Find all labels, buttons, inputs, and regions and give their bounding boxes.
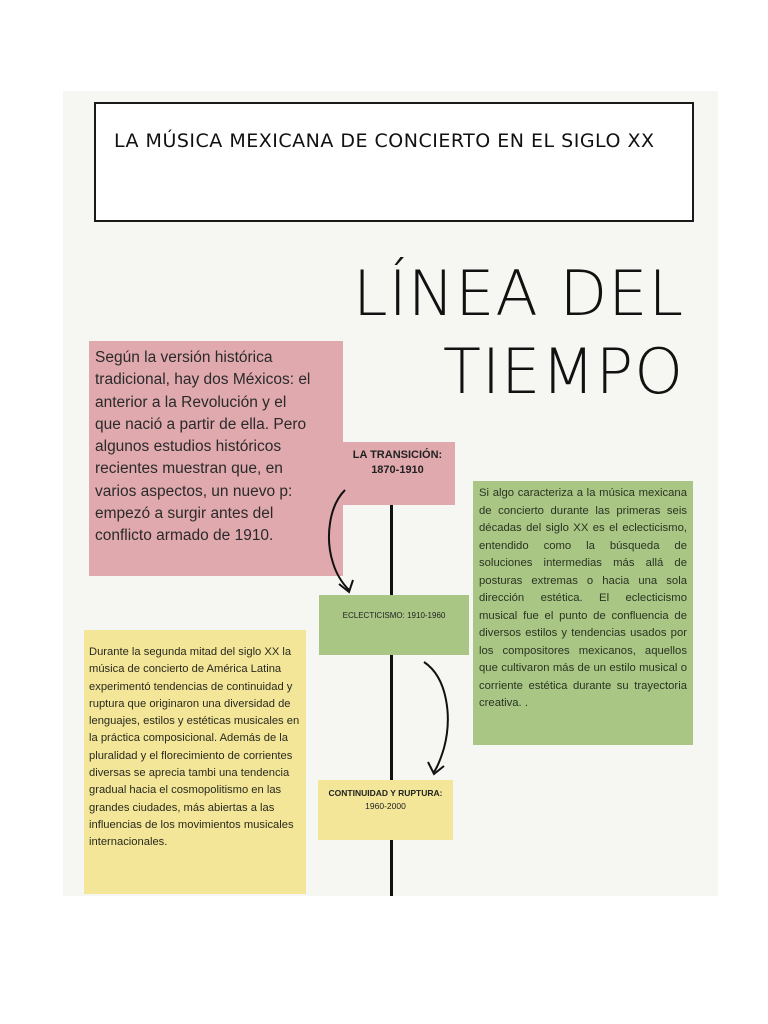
intro-text-box: [89, 341, 343, 576]
curved-arrow-icon: [325, 488, 365, 598]
event-label: ECLECTICISMO: 1910-1960: [342, 611, 446, 620]
intro-text: Según la versión histórica tradicional, hay dos Méxicos: el anterior a la Revolución y el que nació a partir de ella. Pero algunos estudios históricos recientes muestran que, en varios aspectos, un nuevo p: empezó a surgir antes del conflicto armado de 1910.: [95, 349, 311, 545]
event-label: LA TRANSICIÓN:: [352, 449, 443, 461]
timeline-heading: [353, 255, 684, 411]
title-box: [94, 102, 694, 222]
continuity-text-box: [84, 630, 306, 894]
heading-line-2: TIEMPO: [442, 335, 684, 408]
document-title: LA MÚSICA MEXICANA DE CONCIERTO EN EL SIGLO XX: [114, 130, 655, 152]
timeline-event-eclecticism: [319, 595, 469, 655]
continuity-text: Durante la segunda mitad del siglo XX la música de concierto de América Latina experimentó tendencias de continuidad y ruptura que originaron una diversidad de lenguajes, estilos y estéticas musicales en la práctica composicional. Además de la pluralidad y el florecimiento de corrientes diversas se aprecia tambi una tendencia gradual hacia el cosmopolitismo en las grandes ciudades, más abiertas a las influencias de los movimientos musicales internacionales.: [89, 646, 300, 849]
event-label: CONTINUIDAD Y RUPTURA:: [328, 788, 443, 798]
event-dates: 1960-2000: [365, 801, 406, 811]
timeline-event-continuity: [318, 780, 453, 840]
eclecticism-text: Si algo caracteriza a la música mexicana de concierto durante las primeras seis décadas del siglo XX es el eclecticismo, entendido como la búsqueda de soluciones intermedias más allá de posturas extremas o hacia una sola dirección estética. El eclecticismo musical fue el punto de confluencia de diversos estilos y tendencias usados por los compositores mexicanos, aquellos que cultivaron más de un estilo musical o corriente estética durante su trayectoria creativa. .: [479, 487, 687, 709]
heading-line-1: LÍNEA DEL: [353, 257, 684, 330]
eclecticism-text-box: [473, 481, 693, 745]
curved-arrow-icon: [418, 658, 458, 778]
event-dates: 1870-1910: [371, 464, 424, 476]
